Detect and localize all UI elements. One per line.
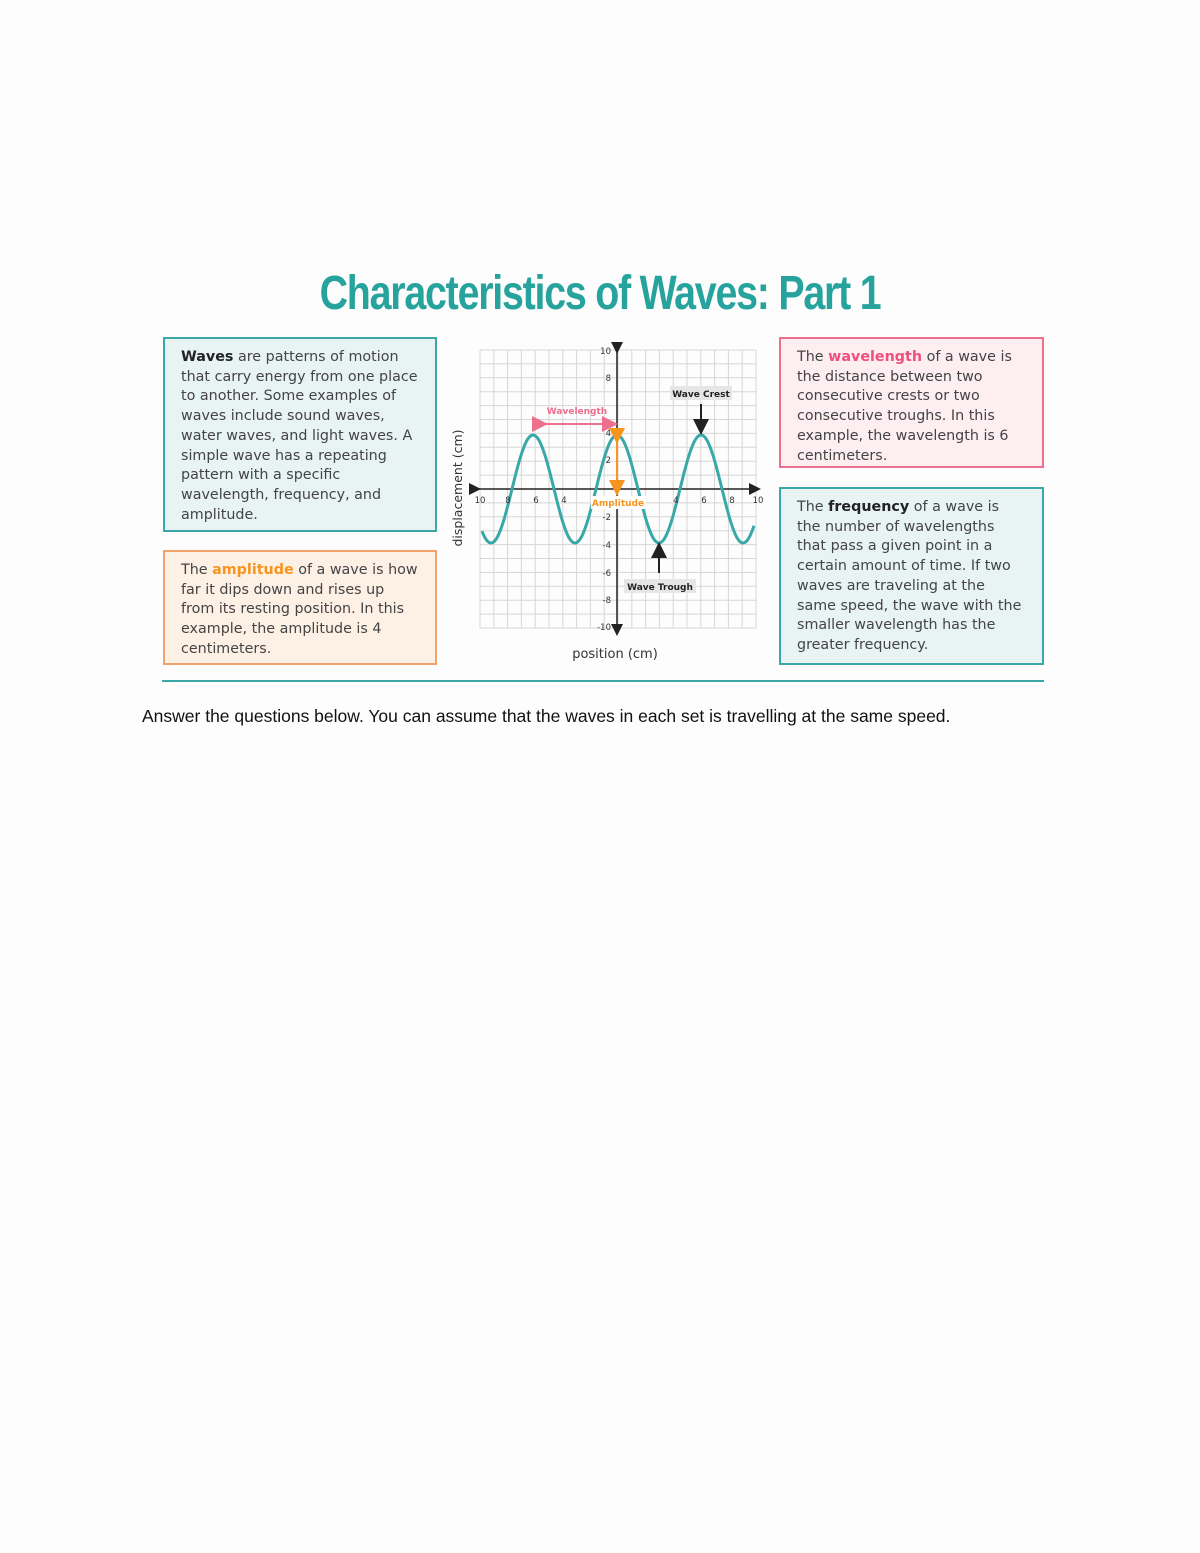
wavelength-definition-box bbox=[779, 337, 1044, 468]
frequency-text: of a wave is the number of wavelengths that pass a given point in a certain amount of time. If two waves are traveling at the same speed, the wave with the smaller wavelength has the greater frequency. bbox=[797, 499, 1022, 653]
y-tick-label: -10 bbox=[597, 623, 611, 633]
amplitude-label: Amplitude bbox=[591, 499, 645, 509]
y-tick-label: -4 bbox=[602, 541, 611, 551]
instructions-text: Answer the questions below. You can assume that the waves in each set is travelling at the same speed. bbox=[142, 706, 951, 726]
y-tick-label: 2 bbox=[605, 456, 611, 466]
x-tick-label: 10 bbox=[474, 496, 486, 506]
y-tick-label: -8 bbox=[602, 596, 611, 606]
frequency-term: frequency bbox=[828, 499, 910, 515]
wave-diagram bbox=[440, 330, 775, 675]
trough-label: Wave Trough bbox=[627, 583, 693, 593]
y-tick-label: 4 bbox=[605, 429, 611, 439]
x-tick-label: 4 bbox=[673, 496, 679, 506]
divider bbox=[162, 680, 1044, 682]
x-tick-label: 8 bbox=[505, 496, 511, 506]
frequency-pre: The bbox=[797, 499, 829, 515]
y-tick-label: 8 bbox=[605, 374, 611, 384]
amplitude-text: of a wave is how far it dips down and rises up from its resting position. In this example, the amplitude is 4 centimeters. bbox=[181, 562, 418, 657]
amplitude-pre: The bbox=[181, 562, 213, 578]
wavelength-term: wavelength bbox=[828, 349, 923, 365]
y-tick-label: -2 bbox=[602, 513, 611, 523]
waves-definition-box bbox=[163, 337, 437, 532]
y-axis-label: displacement (cm) bbox=[450, 429, 465, 547]
y-tick-label: 10 bbox=[600, 347, 611, 357]
x-tick-label: 10 bbox=[752, 496, 764, 506]
x-axis-label: position (cm) bbox=[572, 647, 658, 662]
waves-text: are patterns of motion that carry energy from one place to another. Some examples of waves include sound waves, water waves, and light waves. A simple wave has a repeating pattern with a specific wavelength, frequency, and amplitude. bbox=[181, 349, 418, 523]
x-tick-label: 8 bbox=[729, 496, 735, 506]
x-tick-label: 6 bbox=[533, 496, 539, 506]
x-tick-label: 6 bbox=[701, 496, 707, 506]
wavelength-label: Wavelength bbox=[546, 407, 608, 417]
amplitude-definition-box bbox=[163, 550, 437, 665]
amplitude-term: amplitude bbox=[212, 562, 294, 578]
wavelength-pre: The bbox=[797, 349, 829, 365]
page-title: Characteristics of Waves: Part 1 bbox=[319, 267, 881, 320]
wavelength-text: of a wave is the distance between two consecutive crests or two consecutive troughs. In this example, the wavelength is 6 centimeters. bbox=[797, 349, 1012, 464]
waves-term: Waves bbox=[181, 349, 234, 365]
y-tick-label: -6 bbox=[602, 569, 611, 579]
crest-label: Wave Crest bbox=[672, 390, 730, 400]
x-tick-label: 4 bbox=[561, 496, 567, 506]
frequency-definition-box bbox=[779, 487, 1044, 665]
